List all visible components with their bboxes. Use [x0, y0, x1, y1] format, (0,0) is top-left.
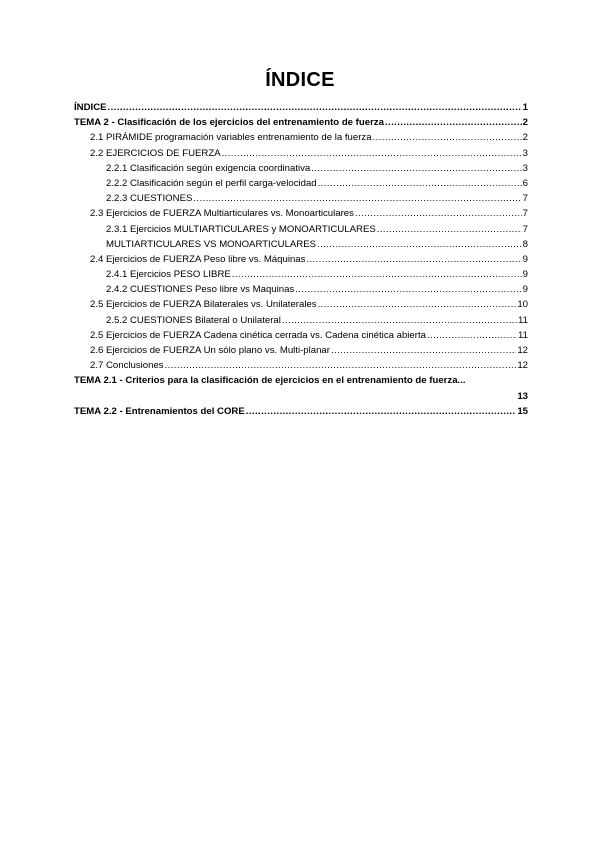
toc-dot-leader	[318, 297, 517, 312]
toc-dot-leader	[222, 146, 522, 161]
page-title: ÍNDICE	[265, 69, 335, 91]
toc-page-number: 9	[522, 269, 528, 281]
toc-entry[interactable]	[74, 297, 528, 312]
toc-dot-leader	[385, 115, 522, 130]
toc-page-number: 6	[522, 177, 528, 189]
toc-page-number: 11	[518, 314, 528, 326]
toc-dot-leader	[377, 222, 522, 237]
toc-dot-leader	[373, 130, 522, 145]
toc-dot-leader	[427, 328, 517, 343]
toc-entry-label: 2.2.3 CUESTIONES	[106, 193, 193, 205]
toc-dot-leader	[331, 343, 516, 358]
toc-entry-label: 2.6 Ejercicios de FUERZA Un sólo plano vs. Multi-planar	[90, 345, 330, 356]
toc-dot-leader	[193, 191, 521, 206]
toc-page-number: 2	[522, 132, 528, 144]
toc-entry[interactable]	[74, 328, 528, 343]
toc-page-number: 7	[522, 208, 528, 220]
toc-page-number: 10	[517, 299, 528, 311]
table-of-contents	[74, 100, 528, 419]
toc-page-number: 8	[522, 238, 528, 250]
toc-entry[interactable]	[74, 115, 528, 130]
toc-dot-leader	[318, 176, 522, 191]
toc-page-number: 11	[518, 329, 528, 341]
toc-dot-leader	[165, 358, 517, 373]
toc-entry-label: TEMA 2.1 - Criterios para la clasificación de ejercicios en el entrenamiento de fuerza	[74, 375, 458, 387]
toc-entry[interactable]	[74, 373, 528, 403]
toc-dot-leader	[232, 267, 522, 282]
toc-entry[interactable]	[74, 161, 528, 176]
toc-dot-leader	[317, 237, 522, 252]
toc-page-number: 3	[522, 162, 528, 174]
toc-entry-label: ÍNDICE	[74, 102, 107, 113]
toc-entry-label: 2.4.2 CUESTIONES Peso libre vs Maquinas	[106, 284, 295, 296]
toc-entry-label: 2.3.1 Ejercicios MULTIARTICULARES y MONOARTICULARES	[106, 223, 376, 235]
toc-entry-label: 2.5 Ejercicios de FUERZA Bilaterales vs. Unilaterales	[90, 299, 317, 311]
toc-page-number: 12	[517, 345, 528, 356]
toc-entry[interactable]	[74, 146, 528, 161]
toc-page-number: 7	[522, 193, 528, 205]
toc-dot-leader	[311, 161, 521, 176]
toc-entry[interactable]	[74, 252, 528, 267]
toc-entry[interactable]	[74, 176, 528, 191]
toc-entry-label: 2.5 Ejercicios de FUERZA Cadena cinética cerrada vs. Cadena cinética abierta	[90, 329, 426, 341]
toc-entry-label: 2.2.2 Clasificación según el perfil carga-velocidad	[106, 177, 317, 189]
toc-entry[interactable]	[74, 267, 528, 282]
toc-entry[interactable]	[74, 191, 528, 206]
toc-entry-label: 2.2 EJERCICIOS DE FUERZA	[90, 147, 221, 159]
toc-entry-label: 2.7 Conclusiones	[90, 360, 164, 372]
toc-entry[interactable]	[74, 130, 528, 145]
toc-page-number: 15	[517, 405, 528, 417]
toc-entry-label: 2.3 Ejercicios de FUERZA Multiarticulares vs. Monoarticulares	[90, 208, 354, 220]
toc-page-number: 7	[522, 223, 528, 235]
toc-page-number: 13	[517, 390, 528, 402]
toc-entry-label: 2.2.1 Clasificación según exigencia coordinativa	[106, 162, 311, 174]
toc-entry-label: 2.5.2 CUESTIONES Bilateral o Unilateral	[106, 314, 281, 326]
toc-dot-leader	[282, 313, 517, 328]
toc-entry[interactable]	[74, 358, 528, 373]
toc-page-number: 9	[522, 253, 528, 265]
toc-entry-label: 2.4.1 Ejercicios PESO LIBRE	[106, 269, 231, 281]
toc-entry[interactable]	[74, 404, 528, 419]
toc-dot-leader	[108, 100, 522, 115]
toc-entry-label: 2.1 PIRÁMIDE programación variables entrenamiento de la fuerza	[90, 132, 372, 144]
toc-entry-label: MULTIARTICULARES VS MONOARTICULARES	[106, 238, 317, 250]
toc-entry-label: TEMA 2 - Clasificación de los ejercicios del entrenamiento de fuerza	[74, 117, 384, 129]
toc-page-number: 3	[522, 147, 528, 159]
toc-dot-leader: ...	[457, 375, 466, 387]
toc-page-number: 2	[522, 117, 528, 129]
toc-entry-label: 2.4 Ejercicios de FUERZA Peso libre vs. Máquinas	[90, 253, 306, 265]
toc-dot-leader	[295, 282, 521, 297]
toc-entry[interactable]	[74, 343, 528, 358]
toc-dot-leader	[355, 206, 522, 221]
toc-page-number: 12	[517, 360, 528, 372]
toc-entry[interactable]	[74, 222, 528, 237]
toc-entry-label: TEMA 2.2 - Entrenamientos del CORE	[74, 405, 245, 417]
toc-entry[interactable]	[74, 313, 528, 328]
toc-dot-leader	[246, 404, 517, 419]
toc-dot-leader	[306, 252, 521, 267]
toc-entry[interactable]	[74, 237, 528, 252]
toc-page-number: 9	[522, 284, 528, 296]
toc-page-number: 1	[522, 102, 528, 113]
toc-entry[interactable]	[74, 206, 528, 221]
toc-entry[interactable]	[74, 100, 528, 115]
toc-entry[interactable]	[74, 282, 528, 297]
